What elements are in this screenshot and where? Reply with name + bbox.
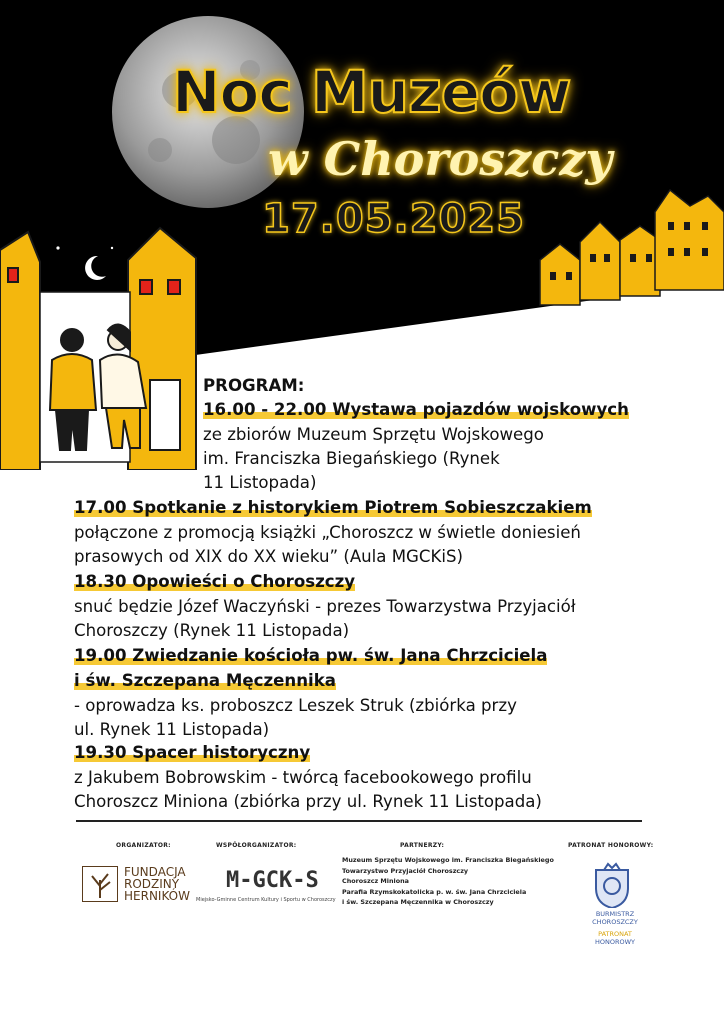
partner-item: Muzeum Sprzętu Wojskowego im. Franciszka Biegańskiego xyxy=(342,856,554,864)
tree-logo-icon xyxy=(82,866,118,902)
event-subtitle: w Choroszczy xyxy=(268,132,613,186)
event-1-line: ze zbiorów Muzeum Sprzętu Wojskowego xyxy=(203,425,544,444)
organizer-label: ORGANIZATOR: xyxy=(116,842,171,849)
patron-label: PATRONAT HONOROWY: xyxy=(568,842,654,849)
event-4-title: 19.00 Zwiedzanie kościoła pw. św. Jana Chrzciciela xyxy=(74,646,548,665)
patron-logo-text: BURMISTRZ CHOROSZCZY PATRONAT HONOROWY xyxy=(592,910,638,946)
coorganizer-logo: M-GCK-S xyxy=(226,868,319,893)
partner-item: i św. Szczepana Męczennika w Choroszczy xyxy=(342,898,494,906)
event-4-line: ul. Rynek 11 Listopada) xyxy=(74,720,270,739)
event-5-line: Choroszcz Miniona (zbiórka przy ul. Rynek 11 Listopada) xyxy=(74,792,542,811)
partners-list xyxy=(342,855,554,908)
coorganizer-subtitle: Miejsko-Gminne Centrum Kultury i Sportu w Choroszczy xyxy=(196,897,336,903)
event-2-title: 17.00 Spotkanie z historykiem Piotrem Sobieszczakiem xyxy=(74,498,592,517)
organizer-logo: FUNDACJA RODZINY HERNIKÓW xyxy=(124,865,190,903)
partners-label: PARTNERZY: xyxy=(400,842,445,849)
partner-item: Towarzystwo Przyjaciół Choroszczy xyxy=(342,866,469,875)
program-heading: PROGRAM: xyxy=(203,376,305,395)
event-1-title: 16.00 - 22.00 Wystawa pojazdów wojskowych xyxy=(203,400,629,419)
partner-item: Choroszcz Miniona xyxy=(342,877,409,885)
event-1-line: im. Franciszka Biegańskiego (Rynek xyxy=(203,449,500,468)
event-title: Noc Muzeów xyxy=(172,58,571,126)
coat-of-arms-icon xyxy=(590,862,634,908)
event-3-line: Choroszczy (Rynek 11 Listopada) xyxy=(74,621,350,640)
event-1-line: 11 Listopada) xyxy=(203,473,317,492)
coorganizer-label: WSPÓŁORGANIZATOR: xyxy=(216,842,297,849)
event-3-line: snuć będzie Józef Waczyński - prezes Towarzystwa Przyjaciół xyxy=(74,597,576,616)
footer-divider xyxy=(76,820,642,822)
event-5-line: z Jakubem Bobrowskim - twórcą facebookowego profilu xyxy=(74,768,532,787)
event-4-title: i św. Szczepana Męczennika xyxy=(74,671,336,690)
partner-item: Parafia Rzymskokatolicka p. w. św. Jana Chrzciciela xyxy=(342,887,527,896)
event-4-line: - oprowadza ks. proboszcz Leszek Struk (zbiórka przy xyxy=(74,696,517,715)
event-3-title: 18.30 Opowieści o Choroszczy xyxy=(74,572,356,591)
event-2-line: połączone z promocją książki „Choroszcz w świetle doniesień xyxy=(74,523,581,542)
event-5-title: 19.30 Spacer historyczny xyxy=(74,743,311,762)
event-2-line: prasowych od XIX do XX wieku” (Aula MGCKiS) xyxy=(74,547,463,566)
event-date: 17.05.2025 xyxy=(262,196,526,242)
